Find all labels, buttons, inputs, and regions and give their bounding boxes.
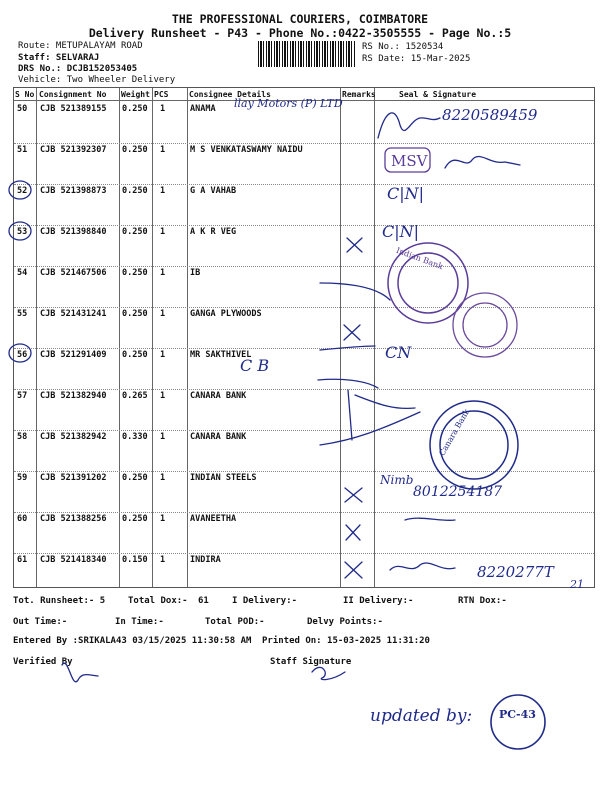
cell-consignee: INDIRA xyxy=(190,555,221,565)
hw-r59-phone: 8012254187 xyxy=(413,484,503,500)
cell-consignment: CJB 521382940 xyxy=(40,391,107,401)
cell-consignment: CJB 521467506 xyxy=(40,268,107,278)
cell-weight: 0.250 xyxy=(122,186,148,196)
cell-pcs: 1 xyxy=(160,514,166,524)
cell-consignee: ANAMA xyxy=(190,104,216,114)
cell-consignee: AVANEETHA xyxy=(190,514,237,524)
in-time: In Time:- xyxy=(115,617,164,627)
i-delivery: I Delivery:- xyxy=(232,596,298,606)
col-pcs: PCS xyxy=(154,90,169,99)
cell-weight: 0.250 xyxy=(122,145,148,155)
cell-weight: 0.250 xyxy=(122,514,148,524)
drs-number: DRS No.: DCJB152053405 xyxy=(18,64,138,74)
cell-weight: 0.250 xyxy=(122,227,148,237)
total-dox-value: 61 xyxy=(198,596,209,606)
table-row xyxy=(14,432,594,468)
cell-sno: 59 xyxy=(17,473,28,483)
table-row xyxy=(14,186,594,222)
cell-consignment: CJB 521388256 xyxy=(40,514,107,524)
runsheet-title: Delivery Runsheet - P43 - Phone No.:0422-3505555 - Page No.:5 xyxy=(88,26,512,40)
hw-r56-cn: CN xyxy=(385,343,412,362)
total-pod: Total POD:- xyxy=(205,617,265,627)
cell-pcs: 1 xyxy=(160,104,166,114)
entered-by: Entered By :SRIKALA43 03/15/2025 11:30:58 AM xyxy=(13,636,252,646)
tot-runsheet: Tot. Runsheet:- 5 xyxy=(13,596,106,606)
hw-r61-phone: 8220277T xyxy=(477,563,554,581)
cell-sno: 57 xyxy=(17,391,28,401)
cell-pcs: 1 xyxy=(160,555,166,565)
hw-r50-name: llay Motors (P) LTD xyxy=(234,97,343,110)
table-row xyxy=(14,268,594,304)
cell-sno: 61 xyxy=(17,555,28,565)
cell-consignment: CJB 521392307 xyxy=(40,145,107,155)
cell-consignee: INDIAN STEELS xyxy=(190,473,257,483)
cell-sno: 55 xyxy=(17,309,28,319)
hw-r59-nimb: Nimb xyxy=(380,473,414,487)
staff-signature: Staff Signature xyxy=(270,657,352,667)
col-consignee: Consignee Details xyxy=(189,90,271,99)
cell-weight: 0.250 xyxy=(122,350,148,360)
total-dox-label: Total Dox:- xyxy=(128,596,188,606)
cell-consignee: CANARA BANK xyxy=(190,391,247,401)
cell-weight: 0.150 xyxy=(122,555,148,565)
hw-r51-msv: MSV xyxy=(391,152,428,170)
stamp-canara-bank-label: Canara Bank xyxy=(437,407,472,458)
cell-consignment: CJB 521398840 xyxy=(40,227,107,237)
col-sno: S No xyxy=(15,90,35,99)
delivery-table xyxy=(13,87,595,588)
cell-sno: 58 xyxy=(17,432,28,442)
cell-pcs: 1 xyxy=(160,145,166,155)
cell-pcs: 1 xyxy=(160,309,166,319)
cell-consignment: CJB 521391202 xyxy=(40,473,107,483)
table-row xyxy=(14,514,594,550)
delvy-points: Delvy Points:- xyxy=(307,617,383,627)
route-label: Route: METUPALAYAM ROAD xyxy=(18,41,143,51)
hw-updated-by: updated by: xyxy=(370,706,473,726)
cell-weight: 0.250 xyxy=(122,309,148,319)
stamp-pc43 xyxy=(491,695,545,749)
table-row xyxy=(14,145,594,181)
hw-r50-phone: 8220589459 xyxy=(442,106,538,124)
printed-on: Printed On: 15-03-2025 11:31:20 xyxy=(262,636,430,646)
table-row xyxy=(14,309,594,345)
cell-sno: 52 xyxy=(17,186,28,196)
hw-pc-stamp-label: PC-43 xyxy=(499,708,536,721)
verified-by: Verified By xyxy=(13,657,73,667)
col-consignment: Consignment No xyxy=(39,90,107,99)
cell-weight: 0.265 xyxy=(122,391,148,401)
out-time: Out Time:- xyxy=(13,617,68,627)
cell-consignee: G A VAHAB xyxy=(190,186,237,196)
hw-r61-extra: 21 xyxy=(570,578,584,591)
cell-pcs: 1 xyxy=(160,350,166,360)
cell-pcs: 1 xyxy=(160,391,166,401)
rs-date: RS Date: 15-Mar-2025 xyxy=(362,54,471,64)
table-row xyxy=(14,350,594,386)
rs-number: RS No.: 1520534 xyxy=(362,42,444,52)
table-row xyxy=(14,391,594,427)
vehicle-label: Vehicle: Two Wheeler Delivery xyxy=(18,75,176,85)
cell-sno: 54 xyxy=(17,268,28,278)
cell-consignment: CJB 521291409 xyxy=(40,350,107,360)
table-row xyxy=(14,473,594,509)
cell-consignment: CJB 521431241 xyxy=(40,309,107,319)
cell-consignment: CJB 521389155 xyxy=(40,104,107,114)
cell-consignee: M S VENKATASWAMY NAIDU xyxy=(190,145,303,155)
cell-pcs: 1 xyxy=(160,432,166,442)
cell-weight: 0.250 xyxy=(122,104,148,114)
hw-r52-mark: C|N| xyxy=(387,184,425,203)
cell-sno: 51 xyxy=(17,145,28,155)
cell-consignee: CANARA BANK xyxy=(190,432,247,442)
cell-pcs: 1 xyxy=(160,268,166,278)
ii-delivery: II Delivery:- xyxy=(343,596,414,606)
cell-weight: 0.250 xyxy=(122,473,148,483)
cell-consignee: IB xyxy=(190,268,201,278)
cell-sno: 53 xyxy=(17,227,28,237)
cell-consignment: CJB 521382942 xyxy=(40,432,107,442)
cell-consignee: A K R VEG xyxy=(190,227,237,237)
cell-pcs: 1 xyxy=(160,186,166,196)
staff-label: Staff: SELVARAJ xyxy=(18,53,100,63)
barcode xyxy=(258,41,356,67)
cell-pcs: 1 xyxy=(160,227,166,237)
cell-consignee: GANGA PLYWOODS xyxy=(190,309,262,319)
sig-staff xyxy=(312,667,345,679)
cell-consignment: CJB 521418340 xyxy=(40,555,107,565)
col-weight: Weight xyxy=(121,90,150,99)
stamp-indian-bank-label: Indian Bank xyxy=(394,245,445,272)
col-remarks: Remarks xyxy=(342,90,376,99)
cell-pcs: 1 xyxy=(160,473,166,483)
hw-r56-cb: C B xyxy=(240,356,270,375)
hw-r53-mark: C|N| xyxy=(382,222,420,241)
cell-sno: 56 xyxy=(17,350,28,360)
cell-weight: 0.330 xyxy=(122,432,148,442)
cell-consignee: MR SAKTHIVEL xyxy=(190,350,252,360)
rtn-dox: RTN Dox:- xyxy=(458,596,507,606)
cell-weight: 0.250 xyxy=(122,268,148,278)
company-title: THE PROFESSIONAL COURIERS, COIMBATORE xyxy=(171,12,429,26)
cell-consignment: CJB 521398873 xyxy=(40,186,107,196)
table-row xyxy=(14,227,594,263)
cell-sno: 60 xyxy=(17,514,28,524)
cell-sno: 50 xyxy=(17,104,28,114)
col-seal-signature: Seal & Signature xyxy=(399,90,477,99)
